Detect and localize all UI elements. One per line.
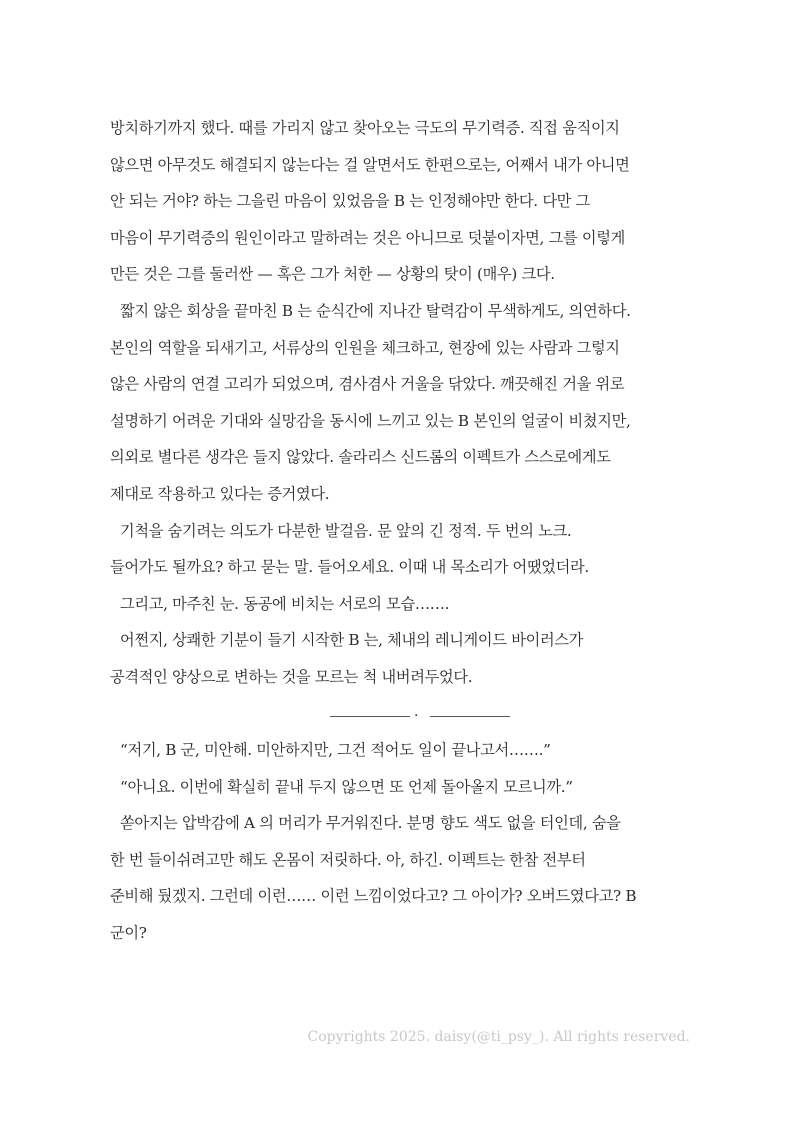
text-line: 그리고, 마주친 눈. 동공에 비치는 서로의 모습……. bbox=[120, 594, 450, 613]
text-line: 들어가도 될까요? 하고 묻는 말. 들어오세요. 이때 내 목소리가 어땠었더라. bbox=[110, 558, 589, 577]
paragraph-2 bbox=[110, 299, 690, 506]
copyright-notice: Copyrights 2025. daisy(@ti_psy_). All rights reserved. bbox=[307, 1029, 690, 1045]
text-line: 만든 것은 그를 둘러싼 — 혹은 그가 처한 — 상황의 탓이 (매우) 크다. bbox=[110, 265, 555, 284]
text-line: 짧지 않은 회상을 끝마친 B 는 순식간에 지나간 탈력감이 무색하게도, 의연하다. bbox=[120, 301, 631, 320]
text-line: 쏟아지는 압박감에 A 의 머리가 무거워진다. 분명 향도 색도 없을 터인데, 숨을 bbox=[120, 814, 621, 833]
divider-rule-right bbox=[430, 716, 510, 717]
text-line: 준비해 뒀겠지. 그런데 이런…… 이런 느낌이었다고? 그 아이가? 오버드였다고? B bbox=[110, 887, 637, 906]
dialogue-line: “아니요. 이번에 확실히 끝내 두지 않으면 또 언제 돌아올지 모르니까.” bbox=[120, 777, 573, 796]
text-line: 안 되는 거야? 하는 그을린 마음이 있었음을 B 는 인정해야만 한다. 다만 그 bbox=[110, 192, 590, 211]
text-line: 공격적인 양상으로 변하는 것을 모르는 척 내버려두었다. bbox=[110, 667, 473, 686]
paragraph-3 bbox=[110, 519, 690, 580]
text-line: 어쩐지, 상쾌한 기분이 들기 시작한 B 는, 체내의 레니게이드 바이러스가 bbox=[120, 631, 584, 650]
text-line: 군이? bbox=[110, 924, 147, 943]
text-line: 않은 사람의 연결 고리가 되었으며, 겸사겸사 거울을 닦았다. 깨끗해진 거울 위로 bbox=[110, 375, 625, 394]
paragraph-4 bbox=[110, 592, 690, 616]
dialogue-line: “저기, B 군, 미안해. 미안하지만, 그건 적어도 일이 끝나고서…….” bbox=[120, 741, 551, 760]
text-line: 의외로 별다른 생각은 들지 않았다. 솔라리스 신드롬의 이펙트가 스스로에게도 bbox=[110, 448, 611, 467]
text-line: 않으면 아무것도 해결되지 않는다는 걸 알면서도 한편으로는, 어째서 내가 아니면 bbox=[110, 155, 630, 174]
text-line: 한 번 들이쉬려고만 해도 온몸이 저릿하다. 아, 하긴. 이펙트는 한참 전부터 bbox=[110, 850, 586, 869]
divider-dot: · bbox=[414, 707, 419, 724]
text-line: 제대로 작용하고 있다는 증거였다. bbox=[110, 484, 330, 503]
text-line: 설명하기 어려운 기대와 실망감을 동시에 느끼고 있는 B 본인의 얼굴이 비쳤지만, bbox=[110, 411, 631, 430]
text-line: 방치하기까지 했다. 때를 가리지 않고 찾아오는 극도의 무기력증. 직접 움직이지 bbox=[110, 119, 620, 137]
document-body bbox=[110, 116, 690, 958]
paragraph-5 bbox=[110, 628, 690, 689]
text-line: 본인의 역할을 되새기고, 서류상의 인원을 체크하고, 현장에 있는 사람과 그렇지 bbox=[110, 338, 620, 357]
text-line: 기척을 숨기려는 의도가 다분한 발걸음. 문 앞의 긴 정적. 두 번의 노크. bbox=[120, 521, 572, 540]
text-line: 마음이 무기력증의 원인이라고 말하려는 것은 아니므로 덧붙이자면, 그를 이렇게 bbox=[110, 228, 625, 247]
scene-divider bbox=[110, 702, 690, 726]
paragraph-1 bbox=[110, 116, 690, 286]
dialogue-block bbox=[110, 738, 690, 799]
divider-rule-left bbox=[330, 716, 410, 717]
paragraph-closing bbox=[110, 811, 690, 945]
